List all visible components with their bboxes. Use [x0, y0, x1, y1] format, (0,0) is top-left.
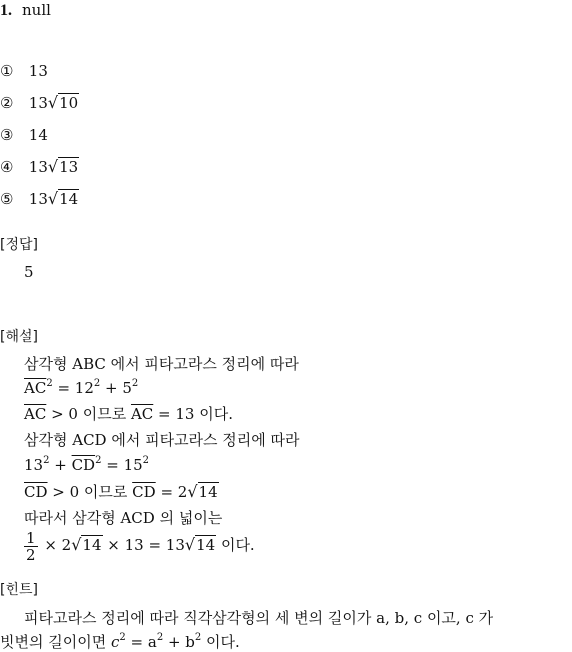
eq-text: × 13 = 13: [102, 536, 185, 554]
choice-value: 14: [28, 126, 48, 144]
radicand: 14: [82, 536, 102, 554]
radicand: 14: [196, 536, 216, 554]
eq-text: = a: [125, 633, 157, 651]
choice-value: 13: [28, 62, 48, 80]
eq-text: = 13 이다.: [153, 405, 233, 423]
choice-mark: ①: [0, 62, 14, 80]
radicand: 10: [59, 94, 79, 112]
choice-mark: ③: [0, 126, 14, 144]
choice-3: [0, 125, 48, 145]
fraction: [24, 530, 38, 563]
denominator: 2: [26, 545, 36, 564]
choice-coef: 13: [28, 94, 48, 112]
sqrt-expression: √14: [71, 535, 102, 554]
question-text: null: [22, 1, 51, 19]
exponent: 2: [142, 455, 150, 466]
hint-heading: [힌트]: [0, 582, 38, 598]
radicand: 14: [59, 190, 79, 208]
exponent: 2: [119, 632, 126, 643]
choice-mark: ④: [0, 158, 14, 176]
exponent: 2: [43, 455, 50, 466]
exponent: 2: [93, 378, 101, 389]
var-c: c: [110, 633, 120, 651]
segment-ac: $\overline{AC}$: [130, 405, 154, 423]
choice-2: [0, 93, 79, 113]
explanation-line-5: [24, 455, 149, 475]
explanation-heading: [해설]: [0, 329, 38, 345]
eq-text: +: [49, 456, 72, 474]
explanation-line-6: [24, 482, 219, 502]
explanation-line-1: 삼각형 ABC 에서 피타고라스 정리에 따라: [24, 355, 299, 373]
explanation-line-7: 따라서 삼각형 ACD 의 넓이는: [24, 509, 223, 527]
answer-heading: [정답]: [0, 237, 38, 253]
segment-ac: $\overline{AC}$: [24, 379, 47, 397]
exponent: 2: [46, 378, 53, 389]
hint-line-1: 피타고라스 정리에 따라 직각삼각형의 세 변의 길이가 a, b, c 이고, c 가: [24, 609, 494, 627]
segment-cd: $\overline{CD}$: [24, 483, 48, 501]
explanation-line-8: [24, 528, 255, 563]
choice-1: [0, 61, 48, 81]
eq-text: + 5: [100, 379, 132, 397]
answer-value: 5: [24, 263, 34, 281]
question-number: 1.: [0, 2, 12, 19]
choice-coef: 13: [28, 190, 48, 208]
radicand: 13: [59, 158, 79, 176]
eq-text: = 15: [101, 456, 143, 474]
sqrt-expression: √14: [187, 482, 218, 501]
segment-ac: $\overline{AC}$: [24, 405, 47, 423]
eq-text: 이다.: [201, 633, 240, 651]
eq-text: = 12: [52, 379, 94, 397]
hint-line-2: [0, 632, 240, 652]
hint-text: 빗변의 길이이면: [0, 633, 111, 651]
choice-5: [0, 189, 79, 209]
exponent: 2: [131, 378, 139, 389]
eq-text: > 0 이므로: [46, 405, 131, 423]
sqrt-expression: √10: [47, 93, 79, 112]
question-line: [0, 0, 51, 21]
sqrt-expression: √13: [47, 157, 79, 176]
choice-mark: ⑤: [0, 190, 14, 208]
exponent: 2: [194, 632, 202, 643]
eq-text: × 2: [39, 536, 72, 554]
eq-text: = 2: [155, 483, 188, 501]
choice-mark: ②: [0, 94, 14, 112]
explanation-line-3: [24, 404, 233, 424]
numerator: 1: [26, 528, 36, 547]
exponent: 2: [156, 632, 164, 643]
sqrt-expression: √14: [184, 535, 216, 554]
choice-4: [0, 157, 79, 177]
eq-text: 이다.: [216, 536, 255, 554]
sqrt-expression: √14: [47, 189, 79, 208]
eq-text: > 0 이므로: [47, 483, 133, 501]
segment-cd: $\overline{CD}$: [71, 456, 96, 474]
explanation-line-4: 삼각형 ACD 에서 피타고라스 정리에 따라: [24, 431, 300, 449]
choice-coef: 13: [28, 158, 48, 176]
exponent: 2: [95, 455, 102, 466]
eq-text: + b: [163, 633, 195, 651]
segment-cd: $\overline{CD}$: [132, 483, 156, 501]
radicand: 14: [198, 483, 218, 501]
explanation-line-2: [24, 378, 138, 398]
eq-text: 13: [24, 456, 44, 474]
